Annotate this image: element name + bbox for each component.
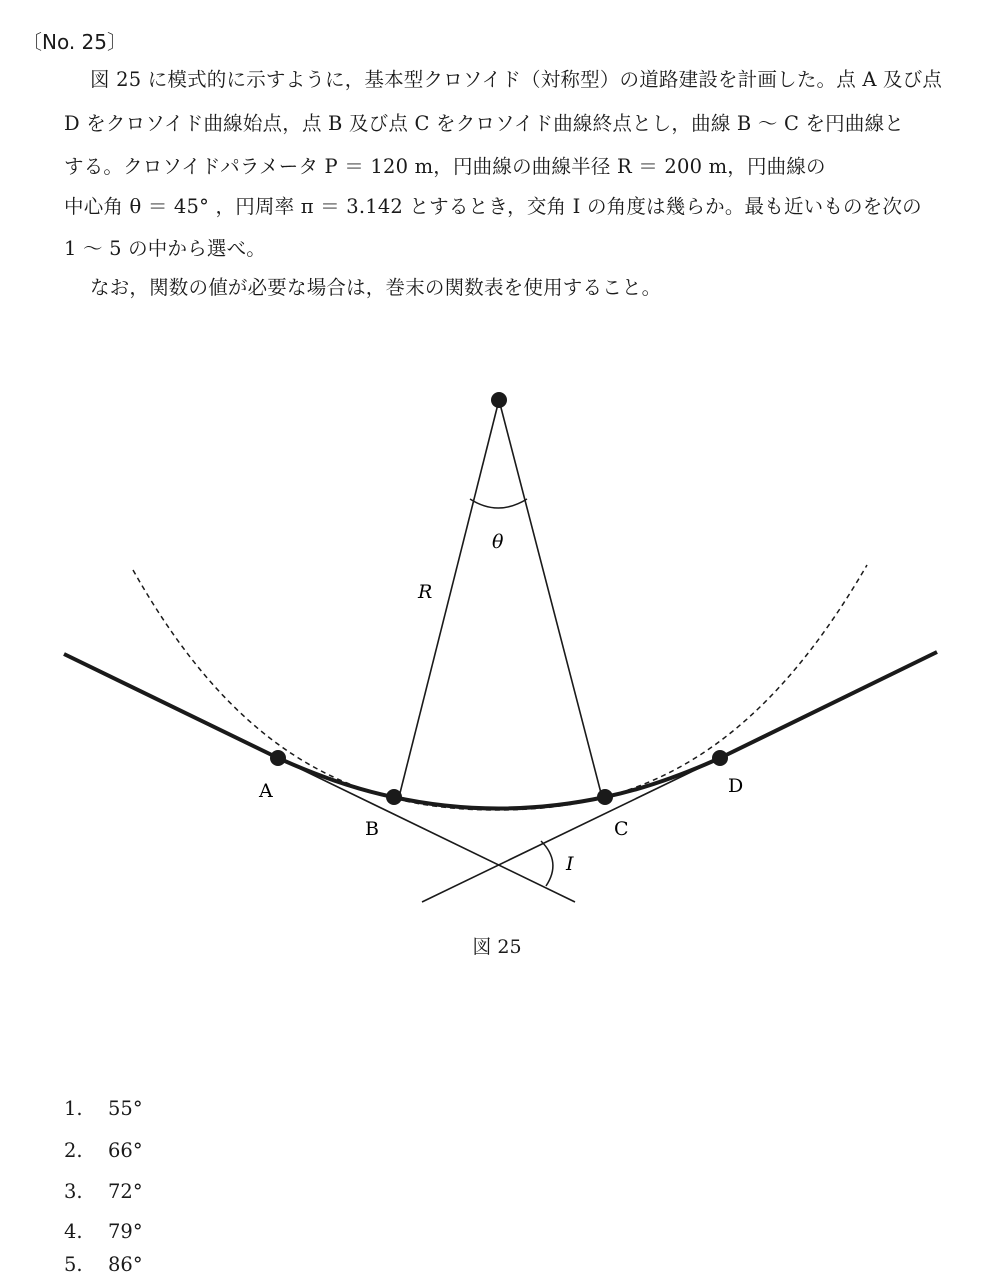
central-angle-arc xyxy=(470,499,527,508)
question-note-line: なお，関数の値が必要な場合は，巻末の関数表を使用すること。 xyxy=(90,276,662,299)
choice-number: 2. xyxy=(64,1139,83,1162)
choice-number: 1. xyxy=(64,1097,83,1120)
question-text-line-2: D をクロソイド曲線始点，点 B 及び点 C をクロソイド曲線終点とし，曲線 B ～ C を円曲線と xyxy=(64,112,904,135)
choice-text: 55° xyxy=(108,1097,143,1120)
choice-item[interactable] xyxy=(64,1097,143,1120)
choice-text: 86° xyxy=(108,1253,143,1276)
figure-caption: 図 25 xyxy=(472,936,522,958)
center-point xyxy=(491,392,507,408)
circular-arc xyxy=(393,797,605,809)
question-number: 〔No. 25〕 xyxy=(22,30,128,54)
point-D xyxy=(712,750,728,766)
label-C: C xyxy=(614,818,629,840)
choice-item[interactable] xyxy=(64,1180,143,1203)
circle-extension-dashed xyxy=(133,565,867,810)
choice-number: 4. xyxy=(64,1220,83,1243)
tangent-line-right xyxy=(422,758,720,902)
label-B: B xyxy=(365,818,379,840)
clothoid-diagram xyxy=(0,380,994,920)
clothoid-curve-left xyxy=(278,758,393,797)
label-D: D xyxy=(728,775,744,797)
question-text-line-1: 図 25 に模式的に示すように，基本型クロソイド（対称型）の道路建設を計画した。点 A 及び点 xyxy=(90,68,943,91)
choice-text: 79° xyxy=(108,1220,143,1243)
label-theta: θ xyxy=(492,531,504,553)
label-A: A xyxy=(259,780,273,802)
choice-number: 5. xyxy=(64,1253,83,1276)
question-text-line-5: 1 ～ 5 の中から選べ。 xyxy=(64,237,267,260)
question-text-line-3: する。クロソイドパラメータ P ＝ 120 m，円曲線の曲線半径 R ＝ 200 m，円曲線の xyxy=(64,155,826,178)
choice-item[interactable] xyxy=(64,1253,143,1276)
point-C xyxy=(597,789,613,805)
choice-text: 72° xyxy=(108,1180,143,1203)
label-R: R xyxy=(418,581,433,603)
radius-line-right xyxy=(499,400,602,797)
straight-road-left xyxy=(64,654,278,758)
radius-line-left xyxy=(399,400,499,797)
choice-item[interactable] xyxy=(64,1220,143,1243)
clothoid-curve-right xyxy=(605,758,720,797)
label-I: I xyxy=(566,853,574,875)
tangent-line-left xyxy=(278,758,575,902)
straight-road-right xyxy=(720,652,937,758)
choice-number: 3. xyxy=(64,1180,83,1203)
intersection-angle-arc xyxy=(541,841,553,886)
point-A xyxy=(270,750,286,766)
point-B xyxy=(386,789,402,805)
choice-item[interactable] xyxy=(64,1139,143,1162)
choice-text: 66° xyxy=(108,1139,143,1162)
question-text-line-4: 中心角 θ ＝ 45° ，円周率 π ＝ 3.142 とするとき，交角 I の角度は幾らか。最も近いものを次の xyxy=(64,195,922,218)
